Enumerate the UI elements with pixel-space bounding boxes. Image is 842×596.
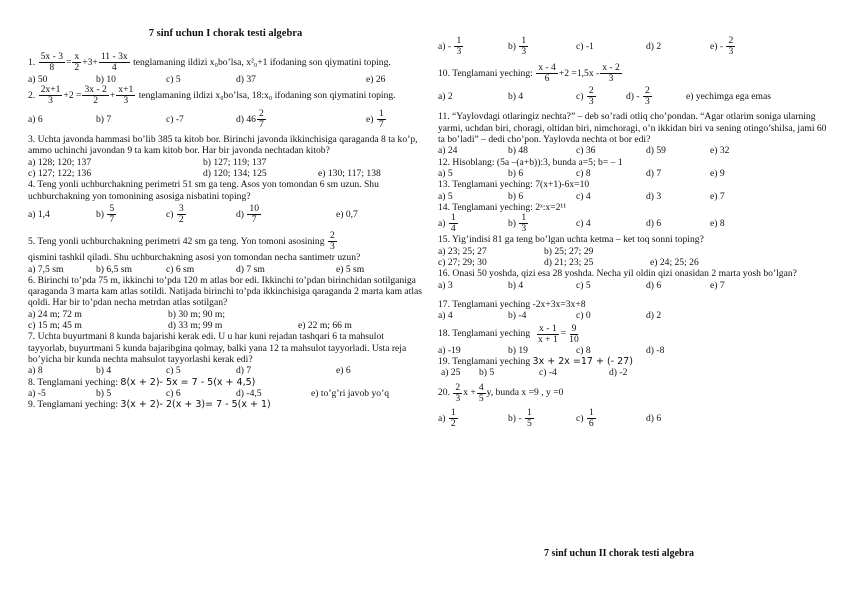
- question-3: 3. Uchta javonda hammasi bo’lib 385 ta kitob bor. Birinchi javonda ikkinchisiga qaraganda 8 ta ko’p, ammo uchinchi javondan 9 ta kam kitob bor. Har bir javonda nechtadan kitob? a) 128; 120; 137 b) 127; 119; 137 c) 127; 122; 136 d) 120; 134; 125 e) 130; 117; 138: [28, 134, 423, 179]
- question-2: 2. 2x+1 3 +2 = $\frac{3x - 2}{2}$ + $\frac{x+1}{3}$ tenglamaning ildizi x₀bo’lsa, 18:x₀ ifodaning son qiymatini toping. a) 6 b) 7 c) -7 d) 46 2 7 e) 1 7: [28, 85, 423, 130]
- question-8: 8. Tenglamani yeching: 8(x + 2)- 5x = 7 - 5(x + 4,5) a) -5 b) 5 c) 6 d) -4,5 e) to’g’ri javob yo’q: [28, 377, 423, 400]
- answer-options: a) 6 b) 7 c) -7 d) 46 2 7 e) 1 7: [28, 107, 384, 130]
- question-12: 12. Hisoblang: (5a –(a+b)):3, bunda a=5; b= – 1 a) 5 b) 6 c) 8 d) 7 e) 9: [438, 157, 833, 180]
- answer-options: a) 2 b) 4 c) 2 3 d) - 2 3 e) yechimga ega emas: [438, 85, 771, 108]
- answer-options: a) 5 b) 6 c) 4 d) 3 e) 7: [438, 190, 725, 202]
- question-11: 11. “Yaylovdagi otlaringiz nechta?” – deb so’radi otliq cho’pondan. “Agar otlarim soniga ularning yarmi, uchdan biri, choragi, oltidan biri, nimchoragi, o’n ikkidan biri va sening otingo’shilsa, jami 60 ta bo’ladi” – dedi cho’pon. Yaylovda nechta ot bor edi? a) 24 b) 48 c) 36 d) 59 e) 32: [438, 111, 833, 156]
- question-7: 7. Uchta buyurtmani 8 kunda bajarishi kerak edi. U u har kuni rejadan tashqari 6 ta mahsulot tayyorlab, buyurtmani 5 kunda bajaribgina qolmay, balki yana 12 ta mahsulot tayyorladi. Usta reja bo’yicha bir kunda nechta mahsulot tayyorlashi kerak edi? a) 8 b) 4 c) 5 d) 7 e) 6: [28, 331, 423, 376]
- question-1: 1. $\frac{5x - 3}{8}$ = $\frac{x}{2}$ +3+ $\frac{11 - 3x}{4}$ tenglamaning ildizi x₀bo’lsa, x²₀+1 ifodaning son qiymatini toping. a) 50 b) 10 c) 5 d) 37 e) 26: [28, 52, 423, 84]
- left-column: [28, 28, 423, 411]
- question-15: 15. Yig’indisi 81 ga teng bo’lgan uchta ketma – ket toq sonni toping? a) 23; 25; 27 b) 25; 27; 29 c) 27; 29; 30 d) 21; 23; 25 e) 24; 25; 26: [438, 234, 833, 268]
- answer-options: a) -19 b) 19 c) 8 d) -8: [438, 344, 665, 356]
- equation: 3x + 2x =17 + (- 27): [532, 355, 633, 367]
- equation: 3(x + 2)- 2(x + 3)= 7 - 5(x + 1): [120, 399, 271, 411]
- question-17: 17. Tenglamani yeching -2x+3x=3x+8 a) 4 b) -4 c) 0 d) 2: [438, 299, 833, 322]
- question-text: tenglamaning ildizi x₀bo’lsa, 18:x₀ ifodaning son qiymatini toping.: [138, 89, 396, 101]
- question-9-options: a) - 1 3 b) 1 3 c) -1 d) 2 e) - 2 3: [438, 35, 734, 58]
- question-19: 19. Tenglamani yeching 3x + 2x =17 + (- 27) a) 25 b) 5 c) -4 d) -2: [438, 356, 833, 379]
- answer-options: a) 50 b) 10 c) 5 d) 37 e) 26: [28, 73, 386, 85]
- question-9: 9. Tenglamani yeching: 3(x + 2)- 2(x + 3)= 7 - 5(x + 1): [28, 399, 271, 411]
- question-4: 4. Teng yonli uchburchakning perimetri 51 sm ga teng. Asos yon tomondan 6 sm uzun. Shu uchburchakning yon tomonining asosiga nisbatini toping? a) 1,4 b) 5 7 c) 3 2 d) 10 7 e) 0,7: [28, 179, 423, 225]
- question-18: 18. Tenglamani yeching $\frac{x - 1}{x + 1}$ = $\frac{9}{10}$ a) -19 b) 19 c) 8 d) -8: [438, 324, 833, 356]
- answer-options: a) 3 b) 4 c) 5 d) 6 e) 7: [438, 279, 725, 291]
- question-20: 20. 2 3 x + $\frac{4}{5}$ y, bunda x =9 , y =0 a) 1 2 b) - 1 5 c) 1 6 d) 6: [438, 383, 833, 429]
- question-10: 10. Tenglamani yeching: x - 4 6 +2 =1,5x - x - 2 3 a) 2 b) 4 c) 2 3 d) - 2 3 e) yechimga ega emas: [438, 63, 833, 107]
- answer-options: a) 1 2 b) - 1 5 c) 1 6 d) 6: [438, 406, 662, 429]
- answer-options: a) 5 b) 6 c) 8 d) 7 e) 9: [438, 167, 725, 179]
- question-6: 6. Birinchi to’pda 75 m, ikkinchi to’pda 120 m atlas bor edi. Ikkinchi to’pdan birinchidan sotilganiga qaraganda 3 marta kam atlas sotildi. Natijada birinchi to’pda ikkinchisiga qaraganda 2 marta kam atlas qoldi. Har bir to’pdan necha metrdan atlas sotilgan? a) 24 m; 72 m b) 30 m; 90 m; c) 15 m; 45 m d) 33 m; 99 m e) 22 m; 66 m: [28, 274, 423, 332]
- question-16: 16. Onasi 50 yoshda, qizi esa 28 yoshda. Necha yil oldin qizi onasidan 2 marta yosh bo’lgan? a) 3 b) 4 c) 5 d) 6 e) 7: [438, 268, 833, 291]
- answer-options: a) 25 b) 5 c) -4 d) -2: [441, 367, 628, 379]
- answer-options: a) 1,4 b) 5 7 c) 3 2 d) 10 7 e) 0,7: [28, 202, 358, 225]
- question-14: 14. Tenglamani yeching: 2ˣ:x=2¹¹ a) 1 4 b) 1 3 c) 4 d) 6 e) 8: [438, 202, 833, 234]
- question-13: 13. Tenglamani yeching: 7(x+1)-6x=10 a) 5 b) 6 c) 4 d) 3 e) 7: [438, 179, 833, 202]
- equation: 8(x + 2)- 5x = 7 - 5(x + 4,5): [120, 376, 256, 388]
- answer-options: a) 8 b) 4 c) 5 d) 7 e) 6: [28, 365, 351, 377]
- answer-options: a) 24 b) 48 c) 36 d) 59 e) 32: [438, 145, 730, 157]
- page-title: 7 sinf uchun I chorak testi algebra: [148, 28, 303, 39]
- next-section-title: 7 sinf uchun II chorak testi algebra: [544, 548, 695, 559]
- answer-options: a) 128; 120; 137 b) 127; 119; 137 c) 127; 122; 136 d) 120; 134; 125 e) 130; 117; 138: [28, 156, 381, 179]
- right-column: [438, 36, 833, 429]
- answer-options: a) 24 m; 72 m b) 30 m; 90 m; c) 15 m; 45 m d) 33 m; 99 m e) 22 m; 66 m: [28, 308, 352, 332]
- answer-options: a) 1 4 b) 1 3 c) 4 d) 6 e) 8: [438, 212, 725, 235]
- answer-options: a) -5 b) 5 c) 6 d) -4,5 e) to’g’ri javob yo’q: [28, 387, 390, 399]
- question-text: tenglamaning ildizi x₀bo’lsa, x²₀+1 ifodaning son qiymatini toping.: [133, 57, 391, 69]
- answer-options: a) 23; 25; 27 b) 25; 27; 29 c) 27; 29; 30 d) 21; 23; 25 e) 24; 25; 26: [438, 245, 699, 268]
- answer-options: a) 7,5 sm b) 6,5 sm c) 6 sm d) 7 sm e) 5 sm: [28, 263, 365, 275]
- question-5: 5. Teng yonli uchburchakning perimetri 42 sm ga teng. Yon tomoni asosining 2 3 qismini tashkil qiladi. Shu uchburchakning asosi yon tomondan necha santimetr uzun? a) 7,5 sm b) 6,5 sm c) 6 sm d) 7 sm e) 5 sm: [28, 231, 423, 275]
- answer-options: a) 4 b) -4 c) 0 d) 2: [438, 310, 662, 322]
